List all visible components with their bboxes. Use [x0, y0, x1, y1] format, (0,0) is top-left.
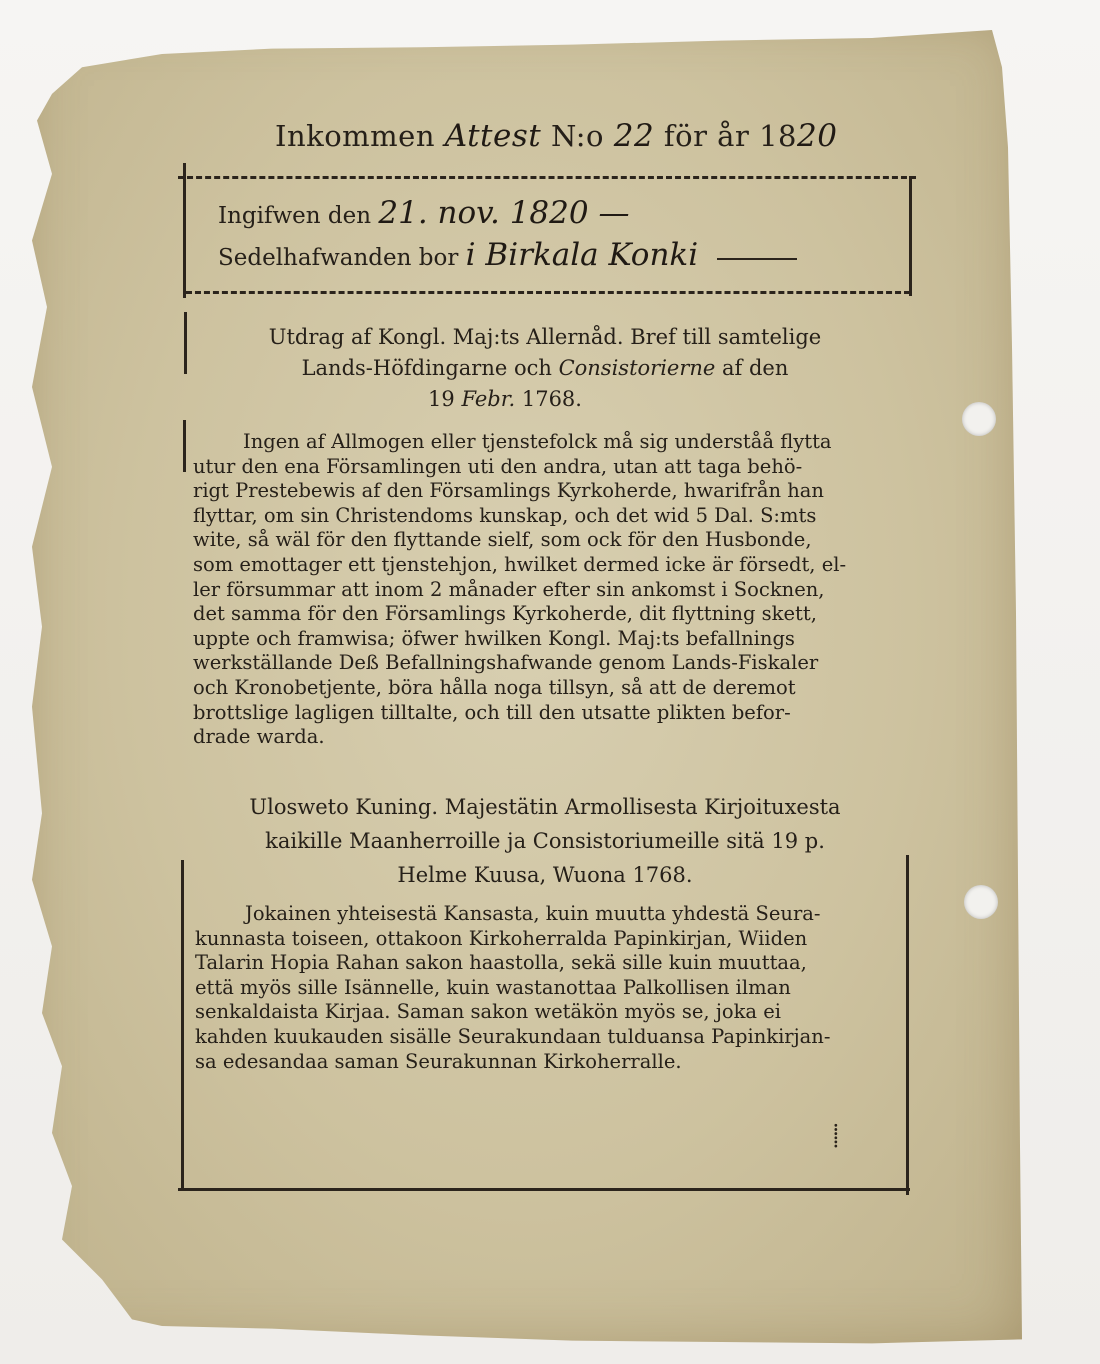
document-title: [275, 118, 875, 168]
finnish-line: senkaldaista Kirjaa. Saman sakon wetäkön myös se, joka ei: [195, 1000, 782, 1024]
top-rule: [178, 176, 916, 179]
sedel-place-handwritten: i Birkala Konki: [465, 237, 699, 273]
swedish-line: flyttar, om sin Christendoms kunskap, och det wid 5 Dal. S:mts: [193, 503, 817, 527]
title-year-handwritten: 20: [796, 118, 838, 154]
left-border-lower: [181, 860, 184, 1190]
entry-bottom-rule: [186, 291, 910, 294]
left-border-upper: [183, 163, 186, 298]
left-border-mark-2: [183, 420, 186, 472]
right-border-lower: [906, 855, 909, 1195]
title-no: N:o: [550, 119, 605, 153]
finnish-heading-line-2: kaikille Maanherroille ja Consistoriumeille sitä 19 p.: [265, 829, 825, 853]
title-number-handwritten: 22: [613, 118, 655, 154]
swedish-heading-af-den: af den: [722, 356, 789, 380]
sedel-line: [218, 237, 898, 277]
ingifwen-date-handwritten: 21. nov. 1820 —: [378, 195, 630, 231]
title-for-ar: för år: [663, 119, 750, 153]
swedish-heading-line-3: [150, 384, 860, 415]
swedish-paragraph: [193, 430, 898, 750]
punch-hole-bottom: [964, 885, 998, 919]
bottom-rule: [178, 1188, 910, 1191]
finnish-paragraph: [195, 902, 895, 1074]
swedish-line: wite, så wäl för den flyttande sielf, som ock för den Husbonde,: [193, 528, 812, 552]
sedel-label: Sedelhafwanden bor: [218, 245, 459, 271]
finnish-heading-line-3: Helme Kuusa, Wuona 1768.: [397, 863, 693, 887]
ink-blot-mark: ⸽: [833, 1124, 839, 1149]
swedish-line: uppte och framwisa; öfwer hwilken Kongl. Maj:ts befallnings: [193, 626, 795, 650]
sedel-underline: [717, 258, 797, 260]
swedish-heading-day: 19: [428, 387, 455, 411]
swedish-heading-line-1: Utdrag af Kongl. Maj:ts Allernåd. Bref till samtelige: [268, 325, 822, 349]
punch-hole-top: [962, 402, 996, 436]
finnish-line: että myös sille Isännelle, kuin wastanottaa Palkollisen ilman: [195, 975, 791, 999]
swedish-line: werkställande Deß Befallningshafwande genom Lands-Fiskaler: [193, 651, 819, 675]
swedish-heading-line-2: [190, 353, 900, 384]
finnish-line: Talarin Hopia Rahan sakon haastolla, sekä sille kuin muuttaa,: [195, 951, 807, 975]
swedish-heading-month: Febr.: [461, 387, 516, 411]
swedish-line: och Kronobetjente, böra hålla noga tillsyn, så att de deremot: [193, 675, 796, 699]
swedish-line: rigt Prestebewis af den Församlings Kyrkoherde, hwarifrån han: [193, 479, 824, 503]
swedish-line: Ingen af Allmogen eller tjenstefolck må sig underståå flytta: [243, 430, 832, 453]
title-attest-handwritten: Attest: [444, 118, 542, 154]
swedish-heading-recipients: Lands-Höfdingarne och: [301, 356, 552, 380]
ingifwen-line: [218, 195, 878, 231]
left-border-mark-1: [184, 312, 187, 374]
swedish-heading-year: 1768.: [521, 387, 582, 411]
swedish-line: det samma för den Församlings Kyrkoherde, dit flyttning skett,: [193, 602, 817, 626]
title-inkommen: Inkommen: [275, 119, 436, 153]
finnish-line: kahden kuukauden sisälle Seurakundaan tulduansa Papinkirjan-: [195, 1024, 831, 1048]
finnish-line: Jokainen yhteisestä Kansasta, kuin muutta yhdestä Seura-: [245, 902, 821, 925]
swedish-heading-consistorierne: Consistorierne: [558, 356, 716, 380]
title-year-printed: 18: [759, 119, 797, 153]
right-border-upper: [909, 176, 912, 296]
swedish-line: som emottager ett tjenstehjon, hwilket dermed icke är försedt, el-: [193, 552, 847, 576]
swedish-line: drade warda.: [193, 725, 325, 749]
finnish-heading-line-1: Ulosweto Kuning. Majestätin Armollisesta Kirjoituxesta: [249, 795, 841, 819]
swedish-line: utur den ena Församlingen uti den andra, utan att taga behö-: [193, 454, 803, 478]
ingifwen-label: Ingifwen den: [218, 203, 372, 229]
swedish-line: ler försummar att inom 2 månader efter sin ankomst i Socknen,: [193, 577, 825, 601]
finnish-line: sa edesandaa saman Seurakunnan Kirkoherralle.: [195, 1049, 682, 1073]
swedish-line: brottslige lagligen tilltalte, och till den utsatte plikten befor-: [193, 700, 791, 724]
finnish-line: kunnasta toiseen, ottakoon Kirkoherralda Papinkirjan, Wiiden: [195, 926, 808, 950]
